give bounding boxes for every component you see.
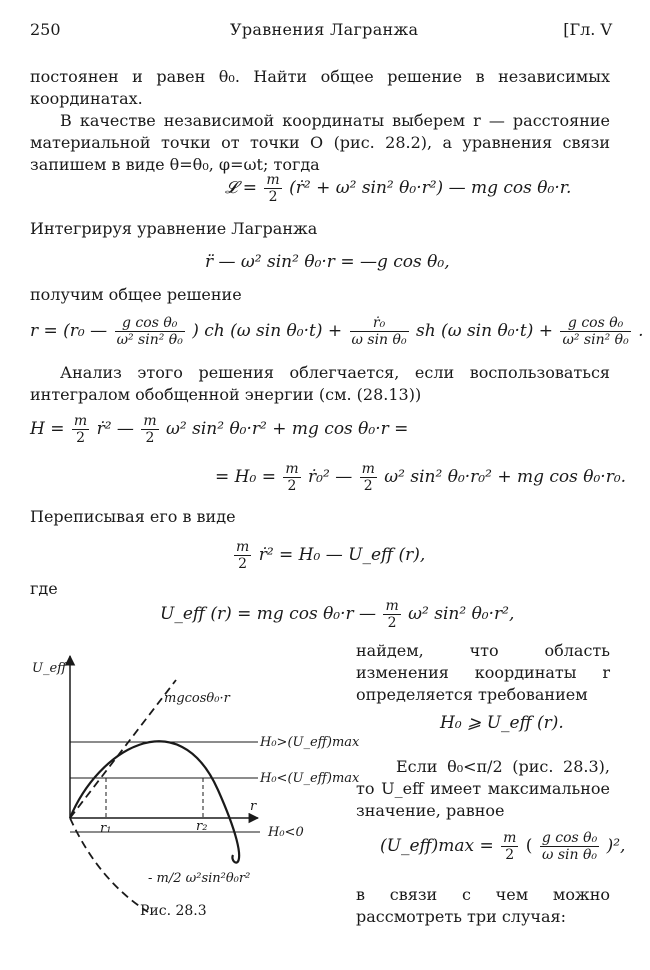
lagrangian-rhs: (ṙ² + ω² sin² θ₀·r²) — mg cos θ₀·r. (289, 178, 572, 198)
paragraph-10: в связи с чем можно рассмотреть три случая: (356, 885, 610, 926)
equation-requirement: H₀ ⩾ U_eff (r). (440, 713, 564, 733)
equation-general-solution: r = (r₀ — $\frac{\text{g cos θ₀}}{\text{ω² sin² θ₀}}$ ) ch (ω sin θ₀·t) + $\frac{\text{ṙ₀}}{\text{ω sin θ₀}}$ sh (ω sin θ₀·t) + $\frac{\text{g cos θ₀}}{\text{ω² sin² θ₀}}$ . (30, 315, 644, 348)
level-label-high: H₀>(U_eff)max (260, 735, 360, 750)
paragraph-5: Анализ этого решения облегчается, если воспользоваться интегралом обобщенной энергии (см. (28.13)) (30, 363, 610, 404)
paragraph-2: В качестве независимой координаты выберем r — расстояние материальной точки от точки O (рис. 28.2), а уравнения связи запишем в виде θ=θ₀, φ=ωt; тогда (30, 111, 610, 174)
r1-label: r₁ (100, 821, 112, 836)
paragraph-8: найдем, что область изменения координаты r определяется требованием (356, 641, 610, 704)
chapter-marker: [Гл. V (563, 20, 612, 39)
paragraph-9: Если θ₀<π/2 (рис. 28.3), то U_eff имеет максимальное значение, равное (356, 757, 610, 820)
running-header (30, 20, 612, 44)
paragraph-6: Переписывая его в виде (30, 507, 236, 526)
r2-label: r₂ (196, 819, 208, 834)
ueff-curve (70, 741, 239, 862)
equation-lagrangian (225, 172, 571, 205)
equation-ueff-max: (U_eff)max = $\frac{m}{2}$ ( $\frac{\text{g cos θ₀}}{\text{ω sin θ₀}}$ )², (380, 830, 626, 863)
equation-energy-2: = H₀ = $\frac{m}{2}$ ṙ₀² — $\frac{m}{2}$ ω² sin² θ₀·r₀² + mg cos θ₀·r₀. (215, 461, 627, 494)
paragraph-7: где (30, 579, 58, 598)
equation-energy-1: H = $\frac{m}{2}$ ṙ² — $\frac{m}{2}$ ω² sin² θ₀·r² + mg cos θ₀·r = (30, 413, 409, 446)
equation-rewrite: $\frac{m}{2}$ ṙ² = H₀ — U_eff (r), (236, 539, 426, 572)
linear-term-line (70, 680, 176, 818)
lagrangian-lhs: 𝓛 = (225, 178, 258, 198)
quadratic-term-label: - m/2 ω²sin²θ₀r² (148, 871, 251, 886)
paragraph-1: постоянен и равен θ₀. Найти общее решение в независимых координатах. (30, 67, 610, 108)
page-number: 250 (30, 20, 61, 39)
x-axis-label: r (250, 799, 257, 814)
running-title: Уравнения Лагранжа (230, 20, 419, 39)
level-label-mid: H₀<(U_eff)max (260, 771, 360, 786)
equation-ueff: U_eff (r) = mg cos θ₀·r — $\frac{m}{2}$ ω² sin² θ₀·r², (160, 598, 515, 631)
linear-term-label: mgcosθ₀·r (164, 691, 230, 706)
paragraph-4: получим общее решение (30, 285, 242, 304)
paragraph-3: Интегрируя уравнение Лагранжа (30, 219, 318, 238)
figure-28-3 (28, 650, 360, 920)
figure-caption: Рис. 28.3 (140, 903, 207, 919)
fraction-m-over-2: $\frac{m}{2}$ (266, 172, 280, 205)
level-label-negative: H₀<0 (268, 825, 304, 840)
equation-lagrange: r̈ — ω² sin² θ₀·r = —g cos θ₀, (205, 252, 450, 272)
y-axis-label: U_eff (32, 661, 67, 676)
